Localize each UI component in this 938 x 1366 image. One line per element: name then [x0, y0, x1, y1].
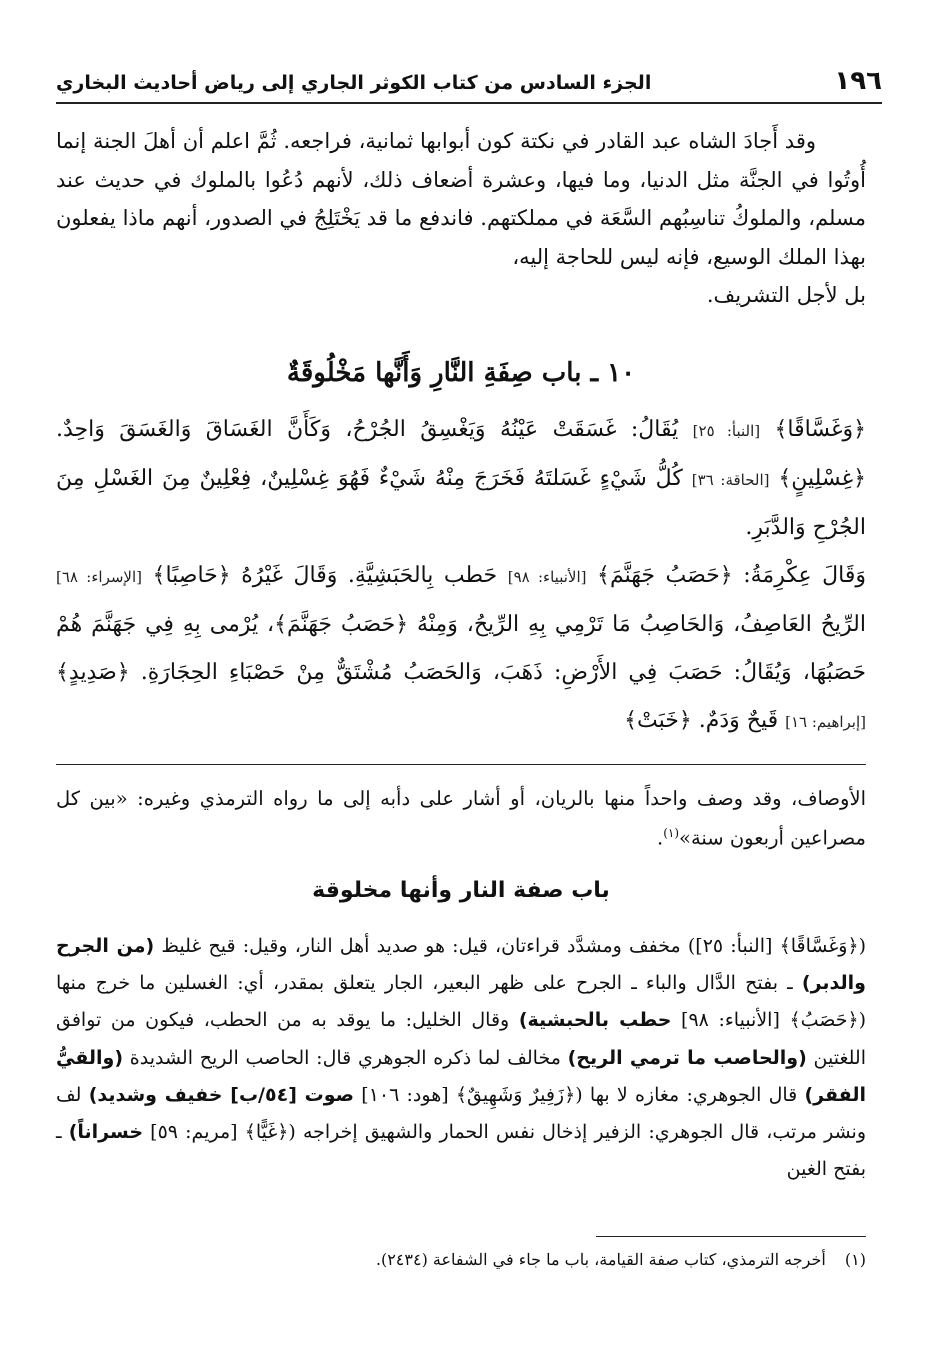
verse-reference: [الحاقة: ٣٦] — [691, 471, 770, 489]
verse-reference: [إبراهيم: ١٦] — [785, 713, 866, 731]
quoted-phrase: (من الجرح والدبر) — [56, 935, 866, 995]
quoted-phrase: (والقيُّ الفقر) — [56, 1046, 866, 1106]
matn-paragraph-1 — [56, 406, 866, 552]
commentary-paragraph — [56, 928, 866, 1188]
matn-text: حَطب بِالحَبَشِيَّةِ. وَقَالَ غَيْرُهُ ﴿حَاصِبًا﴾ — [152, 563, 498, 588]
verse-reference: [الأنبياء: ٩٨] — [507, 568, 587, 586]
running-title: الجزء السادس من كتاب الكوثر الجاري إلى رياض أحاديث البخاري — [56, 72, 652, 94]
verse-reference: [النبأ: ٢٥] — [692, 422, 761, 440]
quoted-phrase: خسراناً) — [68, 1121, 144, 1144]
matn-text: كُلُّ شَيْءٍ غَسَلتَهُ فَخَرَجَ مِنْهُ شَيْءٌ فَهُوَ غِسْلِينٌ، فِعْلِينٌ مِنَ الغَسْلِ مِنَ الجُرْحِ وَالدَّبَرِ. — [56, 466, 866, 540]
commentary-punct: . — [657, 826, 664, 850]
quoted-phrase: صوت [٥٤/ب] خفيف وشديد) — [88, 1083, 355, 1106]
quoted-phrase: (والحاصب ما ترمي الريح) — [567, 1046, 807, 1069]
intro-paragraph — [56, 122, 866, 315]
hadith-text — [56, 406, 866, 746]
commentary-segment: ـ بفتح الدَّال والباء ـ الجرح على ظهر البعير، الجار يتعلق بمقدر، أي: الغسلين ما خرج منها (﴿حَصَبُ﴾ [الأنبياء: ٩٨] — [56, 972, 867, 1032]
commentary-segment: ـ بفتح الغين — [56, 1121, 866, 1181]
intro-text-end: بل لأجل التشريف. — [706, 283, 866, 307]
matn-paragraph-2 — [56, 552, 866, 746]
page-header — [56, 58, 882, 104]
quran-word: ﴿غِسْلِينٍ﴾ — [778, 466, 866, 491]
matn-text: الرِّيحُ العَاصِفُ، وَالحَاصِبُ مَا تَرْمِي بِهِ الرِّيحُ، وَمِنْهُ ﴿حَصَبُ جَهَنَّمَ﴾، يُرْمى بِهِ فِي جَهَنَّمَ هُمْ حَصَبُهَا، وَيُقَالُ: حَصَبَ فِي الأَرْضِ: ذَهَبَ، وَالحَصَبُ مُشْتَقٌّ مِنْ حَصْبَاءِ الحِجَارَةِ. ﴿صَدِيدٍ﴾ — [56, 612, 866, 685]
commentary-divider — [56, 764, 866, 765]
commentary-segment: قال الجوهري: مغازه لا بها (﴿زَفِيرٌ وَشَهِيقٌ﴾ [هود: ١٠٦] — [361, 1083, 798, 1106]
footnote-number: (١) — [844, 1250, 866, 1269]
chapter-title: ١٠ ـ باب صِفَةِ النَّارِ وَأَنَّها مَخْلُوقَةٌ — [286, 358, 636, 388]
verse-reference: [الإسراء: ٦٨] — [56, 568, 142, 586]
commentary-continuation — [56, 782, 866, 856]
commentary-sentence: الأوصاف، وقد وصف واحداً منها بالريان، أو أشار على دأبه إلى ما رواه الترمذي وغيره: «بين كل مصراعين أربعون سنة» — [56, 787, 866, 850]
commentary-heading: باب صفة النار وأنها مخلوقة — [312, 878, 610, 903]
matn-text: قَيحٌ وَدَمٌ. ﴿خَبَتْ﴾ — [624, 708, 779, 733]
commentary-segment: لف ونشر مرتب، قال الجوهري: الزفير إذخال نفس الحمار والشهيق إخراجه (﴿غَيًّا﴾ [مريم: ٥٩] — [56, 1083, 866, 1144]
page-number: ١٩٦ — [834, 66, 882, 96]
quran-word: ﴿وَغَسَّاقًا﴾ — [774, 417, 866, 442]
matn-text: وَقَالَ عِكْرِمَةُ: ﴿حَصَبُ جَهَنَّمَ﴾ — [597, 563, 866, 588]
commentary-segment: مخالف لما ذكره الجوهري قال: الحاصب الريح الشديدة — [129, 1046, 561, 1069]
commentary-text — [56, 782, 866, 856]
footnote-text: أخرجه الترمذي، كتاب صفة القيامة، باب ما جاء في الشفاعة (٢٤٣٤). — [375, 1250, 826, 1269]
commentary-segment: (﴿وَغَسَّاقًا﴾ [النبأ: ٢٥]) مخفف ومشدَّد قراءتان، قيل: هو صديد أهل النار، وقيل: قيح غليظ — [161, 935, 866, 957]
commentary-segment: وقال الخليل: ما يوقد به من الحطب، فيكون من توافق اللغتين — [56, 1009, 866, 1069]
quoted-phrase: حطب بالحبشية) — [518, 1009, 672, 1032]
footnote-divider — [596, 1236, 866, 1237]
intro-text: وقد أَجادَ الشاه عبد القادر في نكتة كون أبوابها ثمانية، فراجعه. ثُمَّ اعلم أن أهلَ الجنة إنما أُوتُوا في الجنَّة مثل الدنيا، وما فيها، وعشرة أضعاف ذلك، لأنهم دُعُوا بالملوك في حديث عند مسلم، والملوكُ تناسِبُهم السَّعَة في مملكتهم. فاندفع ما قد يَخْتَلِجُ في الصدور، أنهم ماذا يفعلون بهذا الملك الوسيع، فإنه ليس للحاجة إليه، — [56, 129, 866, 269]
footnote — [56, 1250, 866, 1269]
matn-text: يُقَالُ: غَسَقَتْ عَيْنُهُ وَيَغْسِقُ الجُرْحُ، وَكَأَنَّ الغَسَاقَ وَالغَسَقَ وَاحِدٌ. — [56, 417, 679, 442]
commentary-body — [56, 928, 866, 1188]
footnote-marker: (١) — [663, 826, 680, 840]
